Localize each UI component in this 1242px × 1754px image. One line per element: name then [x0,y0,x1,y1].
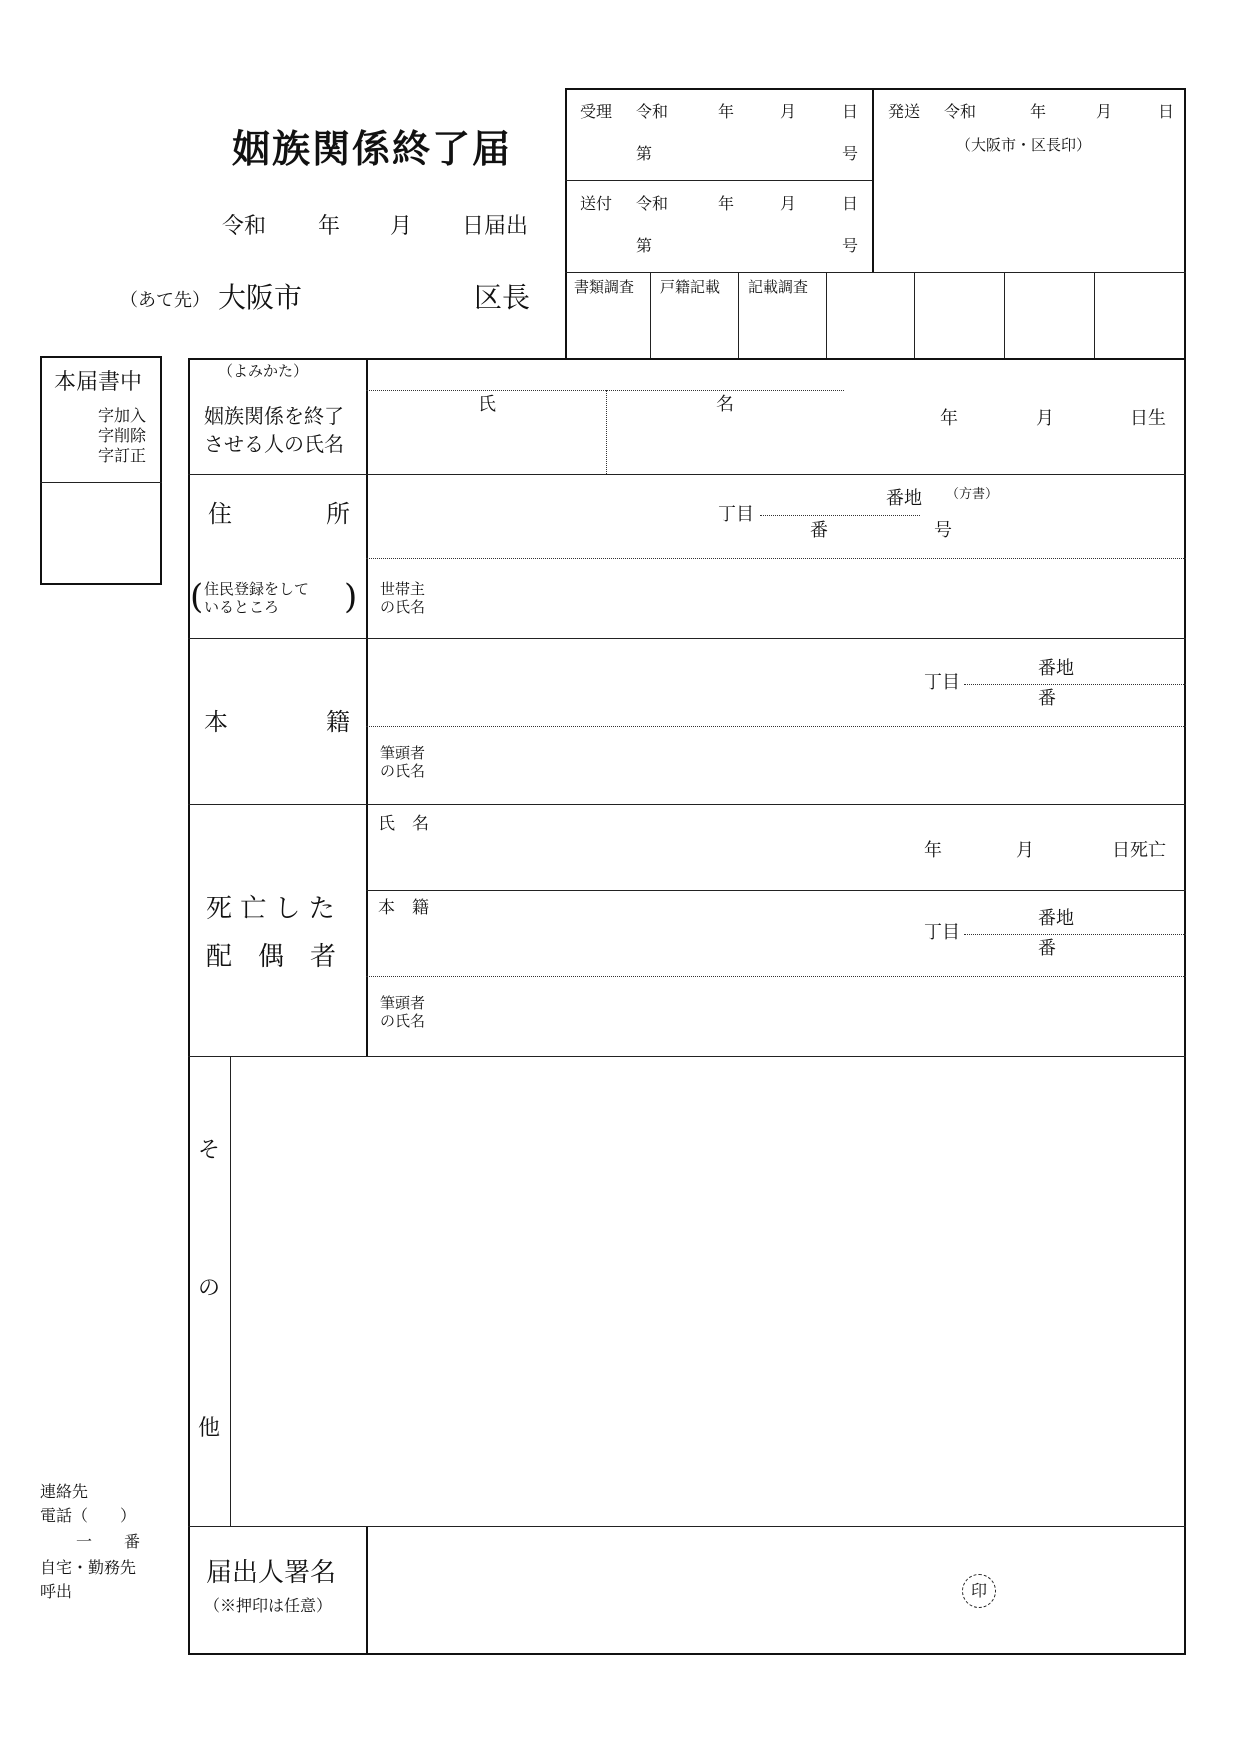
sent-year: 年 [718,194,735,213]
other-char-2: の [198,1276,221,1301]
date-year: 年 [318,214,341,239]
birth-day: 日生 [1130,408,1166,429]
address-sub-paren-open: ( [190,577,204,617]
spouse-head-2: の氏名 [380,1012,426,1030]
check-entry: 記載調査 [748,278,809,296]
domicile-chome: 丁目 [924,672,960,693]
phone-call: 呼出 [40,1582,73,1601]
date-era: 令和 [222,214,267,239]
other-char-3: 他 [198,1416,221,1441]
domicile-head-2: の氏名 [380,762,426,780]
spouse-name-label: 氏 名 [378,814,429,834]
received-era: 令和 [636,102,669,121]
domicile-label-a: 本 [204,708,228,736]
received-month: 月 [780,102,797,121]
check-registry: 戸籍記載 [660,278,721,296]
sent-era: 令和 [636,194,669,213]
death-day: 日死亡 [1112,840,1166,861]
phone-label: 電話（ ） [40,1506,137,1525]
address-sub-paren-close: ) [344,577,358,617]
received-label: 受理 [580,102,613,121]
death-year: 年 [924,840,942,861]
address-sub-label-1: 住民登録をして [204,580,310,598]
dispatch-day: 日 [1158,102,1175,121]
corrections-fix: 字訂正 [98,446,147,465]
person-label-2: させる人の氏名 [204,432,344,456]
phone-number: 一 番 [76,1532,141,1551]
main-form [188,358,1186,1655]
domicile-ban: 番 [1038,688,1056,709]
person-given-label: 名 [716,394,734,415]
householder-label-2: の氏名 [380,598,426,616]
sent-label: 送付 [580,194,613,213]
sent-month: 月 [780,194,797,213]
corrections-delete: 字削除 [98,426,147,445]
address-go: 号 [934,520,952,541]
spouse-label-1: 死 亡 し た [206,894,335,924]
address-label-a: 住 [208,500,232,528]
birth-month: 月 [1036,408,1054,429]
address-chome: 丁目 [718,504,754,525]
domicile-banchi: 番地 [1038,658,1074,679]
contact-label: 連絡先 [40,1482,89,1501]
date-submitted: 日届出 [462,214,529,239]
sent-day: 日 [842,194,859,213]
person-surname-label: 氏 [478,394,496,415]
birth-year: 年 [940,408,958,429]
death-month: 月 [1016,840,1034,861]
office-use-box [565,88,1186,360]
dispatch-label: 発送 [888,102,921,121]
corrections-insert: 字加入 [98,406,147,425]
spouse-domicile-label: 本 籍 [378,898,429,918]
spouse-head-1: 筆頭者 [380,994,426,1012]
address-ban: 番 [810,520,828,541]
form-title: 姻族関係終了届 [232,127,513,171]
sent-no-prefix: 第 [636,236,653,255]
sent-no-suffix: 号 [842,236,859,255]
person-reading-label: （よみかた） [218,362,309,380]
spouse-banchi: 番地 [1038,908,1074,929]
received-day: 日 [842,102,859,121]
spouse-ban: 番 [1038,938,1056,959]
addressee-city: 大阪市 [218,281,303,314]
addressee-ward: 区長 [474,281,531,314]
corrections-title: 本届書中 [54,370,143,395]
seal-mark: 印 [962,1574,996,1608]
date-month: 月 [390,214,413,239]
householder-label-1: 世帯主 [380,580,426,598]
received-no-prefix: 第 [636,144,653,163]
received-year: 年 [718,102,735,121]
received-no-suffix: 号 [842,144,859,163]
spouse-label-2: 配 偶 者 [206,942,337,972]
phone-type: 自宅・勤務先 [40,1558,137,1577]
person-label-1: 姻族関係を終了 [204,404,344,428]
other-char-1: そ [198,1138,221,1163]
dispatch-era: 令和 [944,102,977,121]
address-banchi: 番地 [886,488,922,509]
dispatch-year: 年 [1030,102,1047,121]
domicile-head-1: 筆頭者 [380,744,426,762]
signature-note: （※押印は任意） [204,1596,333,1615]
signature-label: 届出人署名 [206,1558,337,1588]
dispatch-note: （大阪市・区長印） [956,136,1092,154]
addressee-prefix: （あて先） [120,290,210,311]
check-documents: 書類調査 [574,278,635,296]
spouse-chome: 丁目 [924,922,960,943]
domicile-label-b: 籍 [326,708,350,736]
dispatch-month: 月 [1096,102,1113,121]
address-katagaki: （方書） [946,487,999,502]
address-label-b: 所 [326,500,350,528]
address-sub-label-2: いるところ [204,598,280,616]
